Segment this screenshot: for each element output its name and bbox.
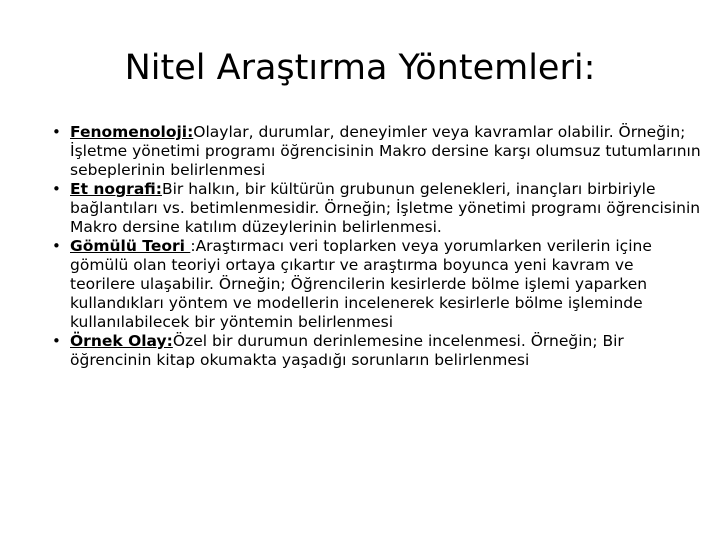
bullet-glyph: •	[52, 237, 61, 255]
bullet-item-gomulu-teori	[52, 237, 702, 332]
bullet-term: Örnek Olay:	[70, 332, 173, 350]
bullet-glyph: •	[52, 180, 61, 198]
bullet-list	[52, 123, 702, 370]
bullet-glyph: •	[52, 123, 61, 141]
slide-title: Nitel Araştırma Yöntemleri:	[124, 48, 596, 88]
bullet-text: Bir halkın, bir kültürün grubunun gelenekleri, inançları birbiriyle bağlantıları vs. betimlenmesidir. Örneğin; İşletme yönetimi programı öğrencisinin Makro dersine katılım düzeylerinin belirlenmesi.	[70, 180, 701, 236]
bullet-term: Gömülü Teori	[70, 237, 191, 255]
bullet-text: :Araştırmacı veri toplarken veya yorumlarken verilerin içine gömülü olan teoriyi ortaya çıkartır ve araştırma boyunca yeni kavram ve teorilere ulaşabilir. Örneğin; Öğrencilerin kesirlerde bölme işlemi yaparken kullandıkları yöntem ve modellerin incelenerek kesirlerle bölme işleminde kullanılabilecek bir yöntemin belirlenmesi	[70, 237, 652, 331]
bullet-term: Et nografi:	[70, 180, 162, 198]
bullet-term: Fenomenoloji:	[70, 123, 194, 141]
bullet-item-fenomenoloji	[52, 123, 702, 180]
bullet-text: Olaylar, durumlar, deneyimler veya kavramlar olabilir. Örneğin; İşletme yönetimi programı öğrencisinin Makro dersine karşı olumsuz tutumlarının sebeplerinin belirlenmesi	[70, 123, 701, 179]
bullet-item-ornek-olay	[52, 332, 702, 370]
bullet-glyph: •	[52, 332, 61, 350]
bullet-item-etnografi	[52, 180, 702, 237]
bullet-text: Özel bir durumun derinlemesine incelenmesi. Örneğin; Bir öğrencinin kitap okumakta yaşadığı sorunların belirlenmesi	[70, 332, 624, 369]
